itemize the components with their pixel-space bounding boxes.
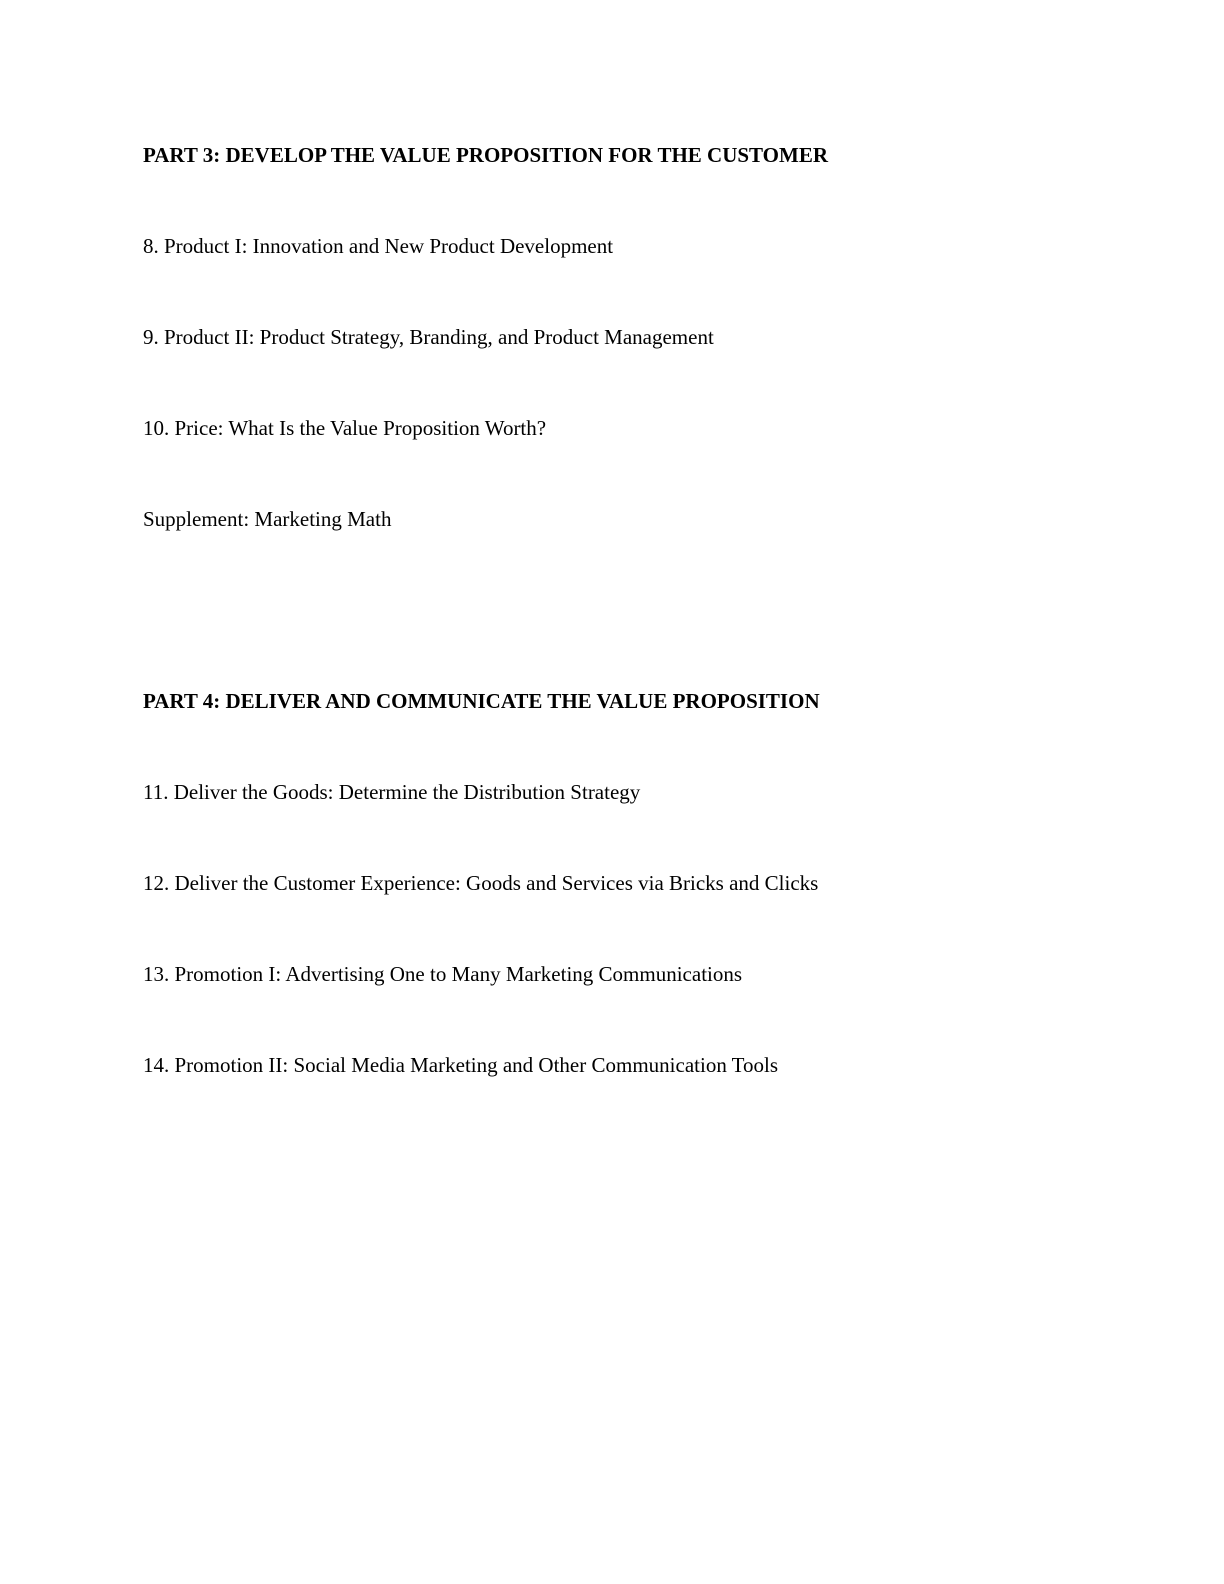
part4-heading: PART 4: DELIVER AND COMMUNICATE THE VALUE PROPOSITION — [143, 689, 820, 713]
toc-item-chapter-10: 10. Price: What Is the Value Proposition Worth? — [143, 416, 547, 440]
toc-item-chapter-9: 9. Product II: Product Strategy, Branding, and Product Management — [143, 325, 714, 349]
toc-item-chapter-12: 12. Deliver the Customer Experience: Goods and Services via Bricks and Clicks — [143, 871, 819, 895]
toc-item-chapter-14: 14. Promotion II: Social Media Marketing and Other Communication Tools — [143, 1053, 779, 1077]
part3-heading: PART 3: DEVELOP THE VALUE PROPOSITION FOR THE CUSTOMER — [143, 143, 829, 167]
toc-item-chapter-8: 8. Product I: Innovation and New Product Development — [143, 234, 614, 258]
toc-item-chapter-11: 11. Deliver the Goods: Determine the Distribution Strategy — [143, 780, 641, 804]
toc-item-supplement: Supplement: Marketing Math — [143, 507, 392, 531]
toc-item-chapter-13: 13. Promotion I: Advertising One to Many Marketing Communications — [143, 962, 743, 986]
